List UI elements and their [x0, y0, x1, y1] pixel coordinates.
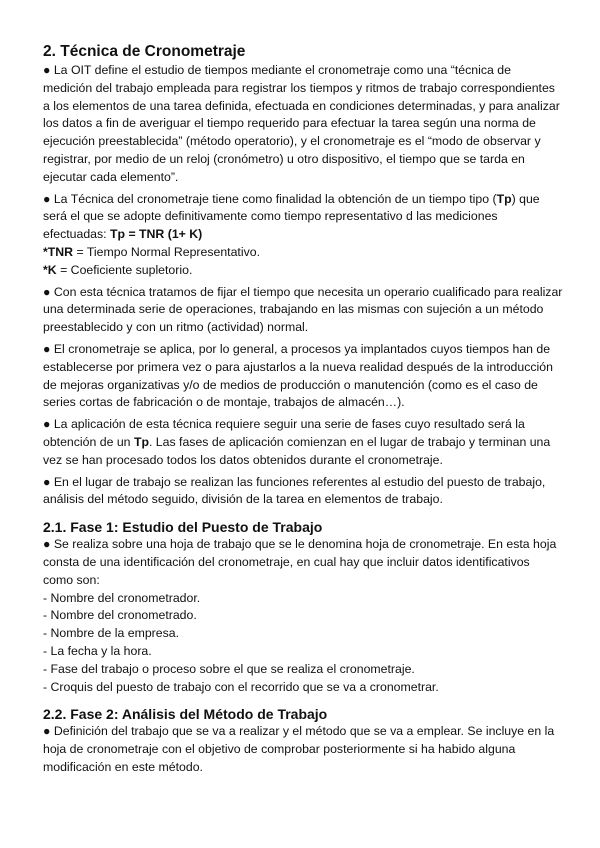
section-2-1-intro: ● Se realiza sobre una hoja de trabajo que se le denomina hoja de cronometraje. En esta hoja consta de una identificación del cronometraje, en cual hay que incluir datos identificativos como son: [43, 537, 557, 587]
section-2-paragraph-5 [43, 416, 563, 469]
section-2-paragraph-6: ● En el lugar de trabajo se realizan las funciones referentes al estudio del puesto de trabajo, análisis del método seguido, división de la tarea en elementos de trabajo. [43, 474, 546, 507]
definition-key: *TNR [43, 244, 74, 259]
section-2-title: 2. Técnica de Cronometraje [43, 43, 246, 60]
definition-value: = Coeficiente supletorio. [56, 262, 193, 277]
tp-term: Tp [133, 434, 149, 449]
definition-tnr [43, 244, 563, 262]
tp-formula: Tp = TNR (1+ K) [110, 227, 203, 242]
section-2-1-title: 2.1. Fase 1: Estudio del Puesto de Trabajo [43, 519, 323, 536]
definition-key: *K [43, 262, 57, 277]
text-fragment: . Las fases de aplicación comienzan en el lugar de trabajo y terminan una vez se han procesado todos los datos obtenidos durante el cronometraje. [43, 434, 551, 467]
list-item: - Fase del trabajo o proceso sobre el que se realiza el cronometraje. [43, 661, 415, 676]
definition-k [43, 262, 563, 280]
section-2-paragraph-2 [43, 191, 563, 244]
text-fragment: ) que será el que se adopte definitivamente como tiempo representativo d las mediciones efectuadas: [43, 191, 540, 242]
tp-term: Tp [496, 191, 512, 206]
list-item: - Nombre del cronometrador. [43, 590, 201, 605]
section-2-2-paragraph-1: ● Definición del trabajo que se va a realizar y el método que se va a emplear. Se incluye en la hoja de cronometraje con el objetivo de comprobar posteriormente si ha habido alguna modificación en este método. [43, 724, 555, 774]
list-item: - Croquis del puesto de trabajo con el recorrido que se va a cronometrar. [43, 679, 439, 694]
list-item: - Nombre del cronometrado. [43, 608, 197, 623]
section-2-paragraph-4: ● El cronometraje se aplica, por lo general, a procesos ya implantados cuyos tiempos han de establecerse por primera vez o para ajustarlos a la nueva realidad después de la introducción de mejoras organizativas y/o de medios de producción o manutención (como es el caso de series cortas de fabricación o de montaje, trabajos de almacén…). [43, 341, 553, 410]
text-fragment: ● La Técnica del cronometraje tiene como finalidad la obtención de un tiempo tipo ( [43, 191, 497, 206]
section-2-2-title: 2.2. Fase 2: Análisis del Método de Trabajo [43, 706, 328, 723]
section-2-paragraph-3: ● Con esta técnica tratamos de fijar el tiempo que necesita un operario cualificado para realizar una determinada serie de operaciones, trabajando en las mismas con sujeción a un método preestablecido y con un ritmo (actividad) normal. [43, 284, 563, 335]
document-page [43, 42, 563, 781]
list-item: - La fecha y la hora. [43, 643, 152, 658]
list-item: - Nombre de la empresa. [43, 626, 180, 641]
definition-value: = Tiempo Normal Representativo. [73, 244, 260, 259]
section-2-paragraph-1: ● La OIT define el estudio de tiempos mediante el cronometraje como una “técnica de medición del trabajo empleada para registrar los tiempos y ritmos de trabajo correspondientes a los elementos de una tarea definida, efectuada en condiciones determinadas, y para analizar los datos a fin de averiguar el tiempo requerido para efectuar la tarea según una norma de ejecución preestablecida” (método operatorio), y el cronometraje es el “modo de observar y registrar, por medio de un reloj (cronómetro) u otro dispositivo, el tiempo que se tarda en ejecutar cada elemento”. [43, 63, 560, 184]
text-fragment: ● La aplicación de esta técnica requiere seguir una serie de fases cuyo resultado será la obtención de un [43, 417, 525, 449]
